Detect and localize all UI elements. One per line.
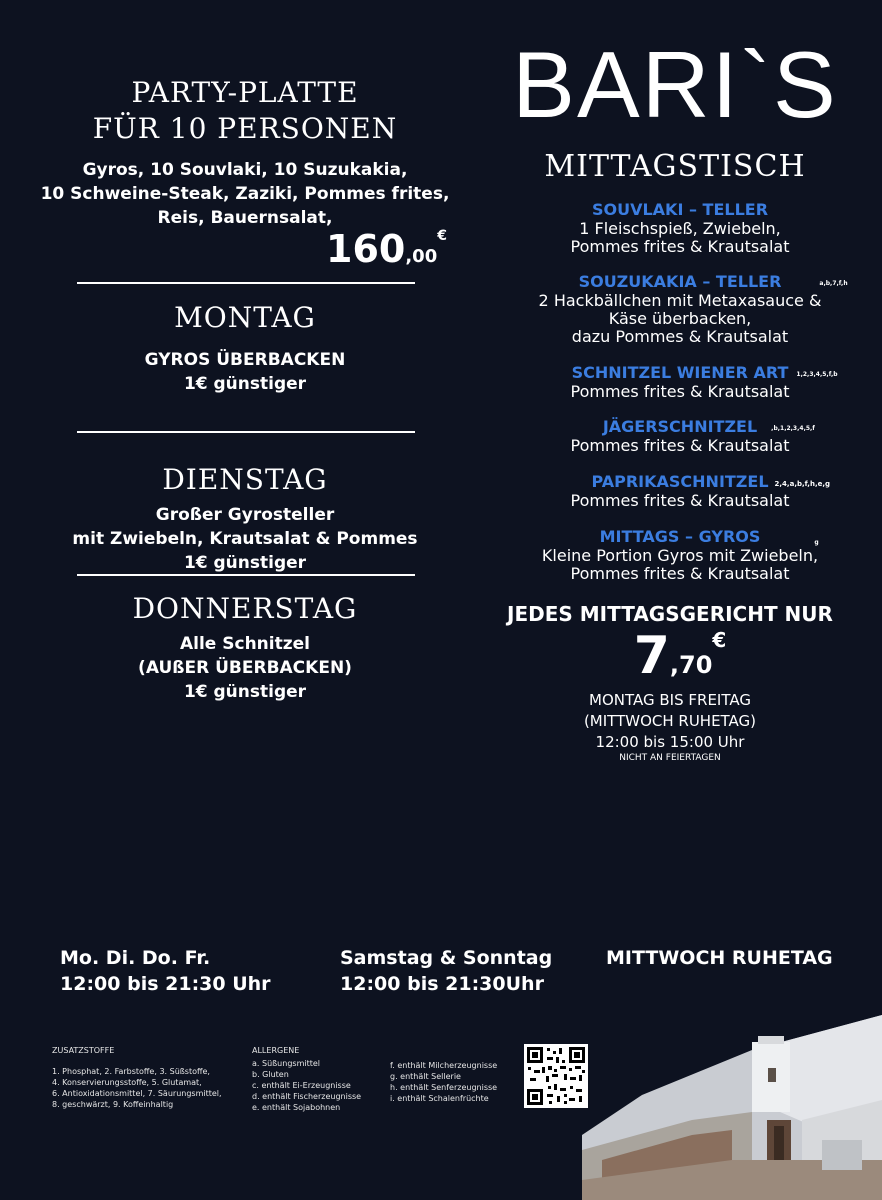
dish-name-text: SOUZUKAKIA – TELLER: [578, 272, 782, 291]
party-desc-line1: Gyros, 10 Souvlaki, 10 Suzukakia,: [82, 160, 408, 180]
dienstag-line3: 1€ günstiger: [183, 553, 307, 573]
donnerstag-line3: 1€ günstiger: [183, 682, 307, 702]
party-title-line1: PARTY-PLATTE: [131, 76, 359, 109]
lunch-days: MONTAG BIS FREITAG: [589, 691, 751, 709]
lunch-info: [500, 690, 840, 764]
dish-desc: Pommes frites & Krautsalat: [570, 491, 790, 510]
dish-name: SOUVLAKI – TELLER: [591, 200, 769, 219]
greek-building-image: [582, 1010, 882, 1200]
dish-allergens: ,b,1,2,3,4,5,f: [771, 425, 815, 432]
mittagstisch-title: MITTAGSTISCH: [544, 149, 806, 184]
allergene-line: d. enthält Fischerzeugnisse: [252, 1092, 362, 1101]
dish-item: [500, 417, 860, 455]
dish-desc: Pommes frites & Krautsalat: [570, 237, 790, 256]
zusatz-list: [52, 1066, 252, 1110]
dish-name-text: PAPRIKASCHNITZEL: [591, 472, 769, 491]
dienstag-line2: mit Zwiebeln, Krautsalat & Pommes: [72, 529, 418, 549]
hours-weekend-label: Samstag & Sonntag: [340, 947, 553, 969]
zusatz-line: 1. Phosphat, 2. Farbstoffe, 3. Süßstoffe,: [52, 1067, 210, 1076]
montag-line1: GYROS ÜBERBACKEN: [144, 350, 346, 370]
party-description: [30, 158, 460, 230]
dish-allergens: 2,4,a,b,f,h,e,g: [774, 480, 831, 488]
dish-desc: Kleine Portion Gyros mit Zwiebeln,: [541, 546, 819, 565]
zusatz-line: 8. geschwärzt, 9. Koffeinhaltig: [52, 1100, 174, 1109]
dish-desc: 2 Hackbällchen mit Metaxasauce &: [538, 291, 822, 310]
allergene-line: h. enthält Senferzeugnisse: [390, 1083, 498, 1092]
allergene-list: [252, 1058, 392, 1113]
hours-weekend: [340, 945, 552, 997]
dish-name-text: JÄGERSCHNITZEL: [602, 417, 758, 436]
dish-allergens: a,b,7,f,h: [819, 280, 848, 287]
dish-allergens: g: [814, 539, 819, 546]
zusatz-line: 6. Antioxidationsmittel, 7. Säurungsmittel,: [52, 1089, 222, 1098]
party-price-cents: ,00: [405, 246, 438, 267]
dish-desc: Käse überbacken,: [608, 309, 752, 328]
dish-desc: 1 Fleischspieß, Zwiebeln,: [579, 219, 781, 238]
dish-name: [602, 417, 815, 437]
divider: [77, 574, 415, 576]
allergene-line: f. enthält Milcherzeugnisse: [390, 1061, 498, 1070]
lunch-price-currency: €: [712, 628, 727, 652]
zusatz-line: 4. Konservierungsstoffe, 5. Glutamat,: [52, 1078, 202, 1087]
divider: [77, 431, 415, 433]
allergene-line: i. enthält Schalenfrüchte: [390, 1094, 489, 1103]
party-title: [40, 75, 450, 147]
party-desc-line2: 10 Schweine-Steak, Zaziki, Pommes frites,: [40, 184, 450, 204]
lunch-rest: (MITTWOCH RUHETAG): [583, 712, 757, 730]
party-desc-line3: Reis, Bauernsalat,: [157, 208, 333, 228]
dish-desc: Pommes frites & Krautsalat: [570, 564, 790, 583]
allergene-line: b. Gluten: [252, 1070, 289, 1079]
dish-desc: Pommes frites & Krautsalat: [570, 382, 790, 401]
hours-weekdays-time: 12:00 bis 21:30 Uhr: [60, 973, 271, 995]
montag-title: MONTAG: [174, 301, 316, 334]
zusatz-title: ZUSATZSTOFFE: [52, 1046, 115, 1055]
party-price: [326, 226, 447, 281]
montag-body: [30, 348, 460, 396]
lunch-price-main: 7: [633, 626, 670, 686]
dish-name: [599, 527, 819, 547]
dienstag-line1: Großer Gyrosteller: [155, 505, 335, 525]
allergene-line: g. enthält Sellerie: [390, 1072, 461, 1081]
donnerstag-body: [30, 632, 460, 704]
hours-closed: MITTWOCH RUHETAG: [606, 947, 833, 969]
lunch-holiday: NICHT AN FEIERTAGEN: [619, 753, 721, 763]
lunch-price-note: JEDES MITTAGSGERICHT NUR: [507, 602, 833, 626]
hours-weekdays: [60, 945, 271, 997]
lunch-price: [560, 626, 800, 686]
lunch-price-cents: ,70: [669, 651, 713, 679]
qr-code-icon[interactable]: [524, 1044, 588, 1108]
party-price-main: 160: [326, 227, 406, 271]
allergene-list-2: [390, 1060, 520, 1104]
dish-item: [500, 472, 860, 510]
donnerstag-line1: Alle Schnitzel: [180, 634, 310, 654]
dish-desc: Pommes frites & Krautsalat: [570, 436, 790, 455]
dish-item: [500, 200, 860, 256]
dish-allergens: 1,2,3,4,5,f,b: [796, 371, 838, 378]
allergene-title: ALLERGENE: [252, 1046, 300, 1055]
dish-name: [571, 363, 838, 383]
brand-logo: BARI`S: [512, 32, 838, 137]
dish-name: [578, 272, 848, 292]
dienstag-body: [30, 503, 460, 575]
dish-name: [591, 472, 831, 492]
dish-desc: dazu Pommes & Krautsalat: [571, 327, 789, 346]
allergene-line: e. enthält Sojabohnen: [252, 1103, 341, 1112]
party-price-currency: €: [437, 228, 447, 244]
dish-item: [500, 363, 860, 401]
dish-item: [500, 272, 860, 346]
dienstag-title: DIENSTAG: [162, 463, 328, 496]
dish-name-text: MITTAGS – GYROS: [599, 527, 761, 546]
hours-weekdays-label: Mo. Di. Do. Fr.: [60, 947, 211, 969]
dish-name-text: SCHNITZEL WIENER ART: [571, 363, 789, 382]
montag-line2: 1€ günstiger: [183, 374, 307, 394]
lunch-time: 12:00 bis 15:00 Uhr: [595, 733, 745, 751]
donnerstag-title: DONNERSTAG: [132, 592, 358, 625]
party-title-line2: FÜR 10 PERSONEN: [92, 112, 398, 145]
hours-weekend-time: 12:00 bis 21:30Uhr: [340, 973, 544, 995]
donnerstag-line2: (AUßER ÜBERBACKEN): [138, 658, 352, 678]
allergene-line: a. Süßungsmittel: [252, 1059, 320, 1068]
dish-item: [500, 527, 860, 583]
divider: [77, 282, 415, 284]
allergene-line: c. enthält Ei-Erzeugnisse: [252, 1081, 351, 1090]
